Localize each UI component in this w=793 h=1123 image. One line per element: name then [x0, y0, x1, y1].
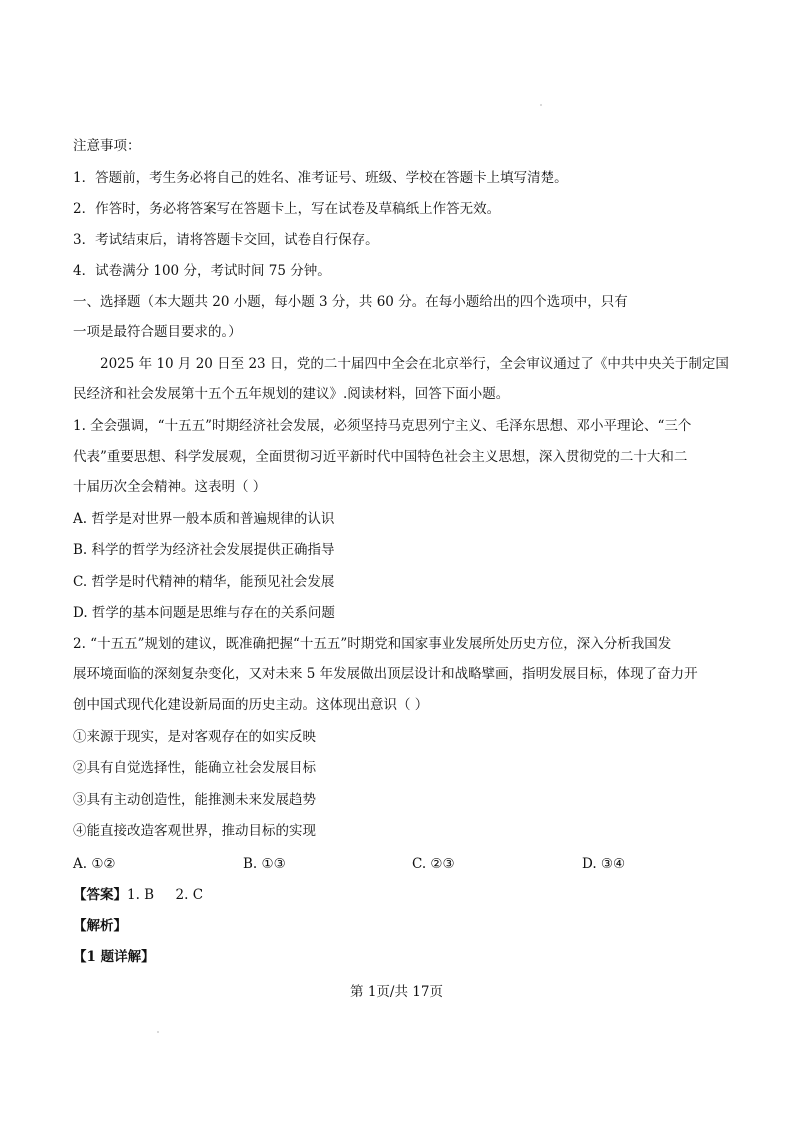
answer-line: [73, 885, 203, 905]
question-2-stem: 创中国式现代化建设新局面的历史主动。这体现出意识（ ）: [73, 697, 429, 713]
question-1-option-a: A. 哲学是对世界一般本质和普遍规律的认识: [73, 511, 335, 527]
question-1-stem: 1. 全会强调，“十五五”时期经济社会发展，必须坚持马克思列宁主义、毛泽东思想、邓小平理论、“三个: [73, 418, 692, 434]
notice-item: 4．试卷满分 100 分，考试时间 75 分钟。: [73, 263, 331, 279]
question-2-stem: 展环境面临的深刻复杂变化，又对未来 5 年发展做出顶层设计和战略擘画，指明发展目标，体现了奋力开: [73, 666, 698, 682]
question-2-statement: ④能直接改造客观世界，推动目标的实现: [73, 823, 316, 839]
question-2-option-c: C. ②③: [412, 856, 455, 872]
section-heading: 一、选择题（本大题共 20 小题，每小题 3 分，共 60 分。在每小题给出的四个选项中，只有: [73, 294, 628, 310]
question-2-statement: ②具有自觉选择性，能确立社会发展目标: [73, 760, 316, 776]
question-1-option-b: B. 科学的哲学为经济社会发展提供正确指导: [73, 542, 335, 558]
question-1-stem: 十届历次全会精神。这表明（ ）: [73, 479, 267, 495]
question-2-option-a: A. ①②: [73, 856, 116, 872]
answer-label: 【答案】: [73, 887, 127, 903]
question-2-option-d: D. ③④: [582, 856, 626, 872]
analysis-subheading: 【1 题详解】: [73, 949, 155, 965]
question-1-stem: 代表”重要思想、科学发展观，全面贯彻习近平新时代中国特色社会主义思想，深入贯彻党的二十大和二: [73, 449, 688, 465]
material-text-cont: 民经济和社会发展第十五个五年规划的建议》.阅读材料，回答下面小题。: [73, 386, 510, 402]
question-2-stem: 2. “十五五”规划的建议，既准确把握“十五五”时期党和国家事业发展所处历史方位，深入分析我国发: [73, 636, 672, 652]
answer-text: 1. B 2. C: [127, 887, 204, 903]
scan-speck: [157, 1031, 159, 1033]
section-heading-cont: 一项是最符合题目要求的。）: [73, 324, 242, 340]
question-2-option-b: B. ①③: [243, 856, 286, 872]
notice-item: 3．考试结束后，请将答题卡交回，试卷自行保存。: [73, 232, 379, 248]
notice-title: 注意事项：: [73, 138, 141, 154]
question-2-statement: ③具有主动创造性，能推测未来发展趋势: [73, 792, 316, 808]
page-footer: 第 1页/共 17页: [350, 984, 443, 1000]
question-2-statement: ①来源于现实，是对客观存在的如实反映: [73, 729, 316, 745]
scan-speck: [540, 104, 542, 106]
question-1-option-d: D. 哲学的基本问题是思维与存在的关系问题: [73, 605, 335, 621]
material-text: 2025 年 10 月 20 日至 23 日，党的二十届四中全会在北京举行，全会审议通过了《中共中央关于制定国: [100, 356, 729, 372]
analysis-label: 【解析】: [73, 918, 127, 934]
notice-item: 2．作答时，务必将答案写在答题卡上，写在试卷及草稿纸上作答无效。: [73, 201, 501, 217]
notice-item: 1．答题前，考生务必将自己的姓名、准考证号、班级、学校在答题卡上填写清楚。: [73, 170, 568, 186]
question-1-option-c: C. 哲学是时代精神的精华，能预见社会发展: [73, 574, 335, 590]
